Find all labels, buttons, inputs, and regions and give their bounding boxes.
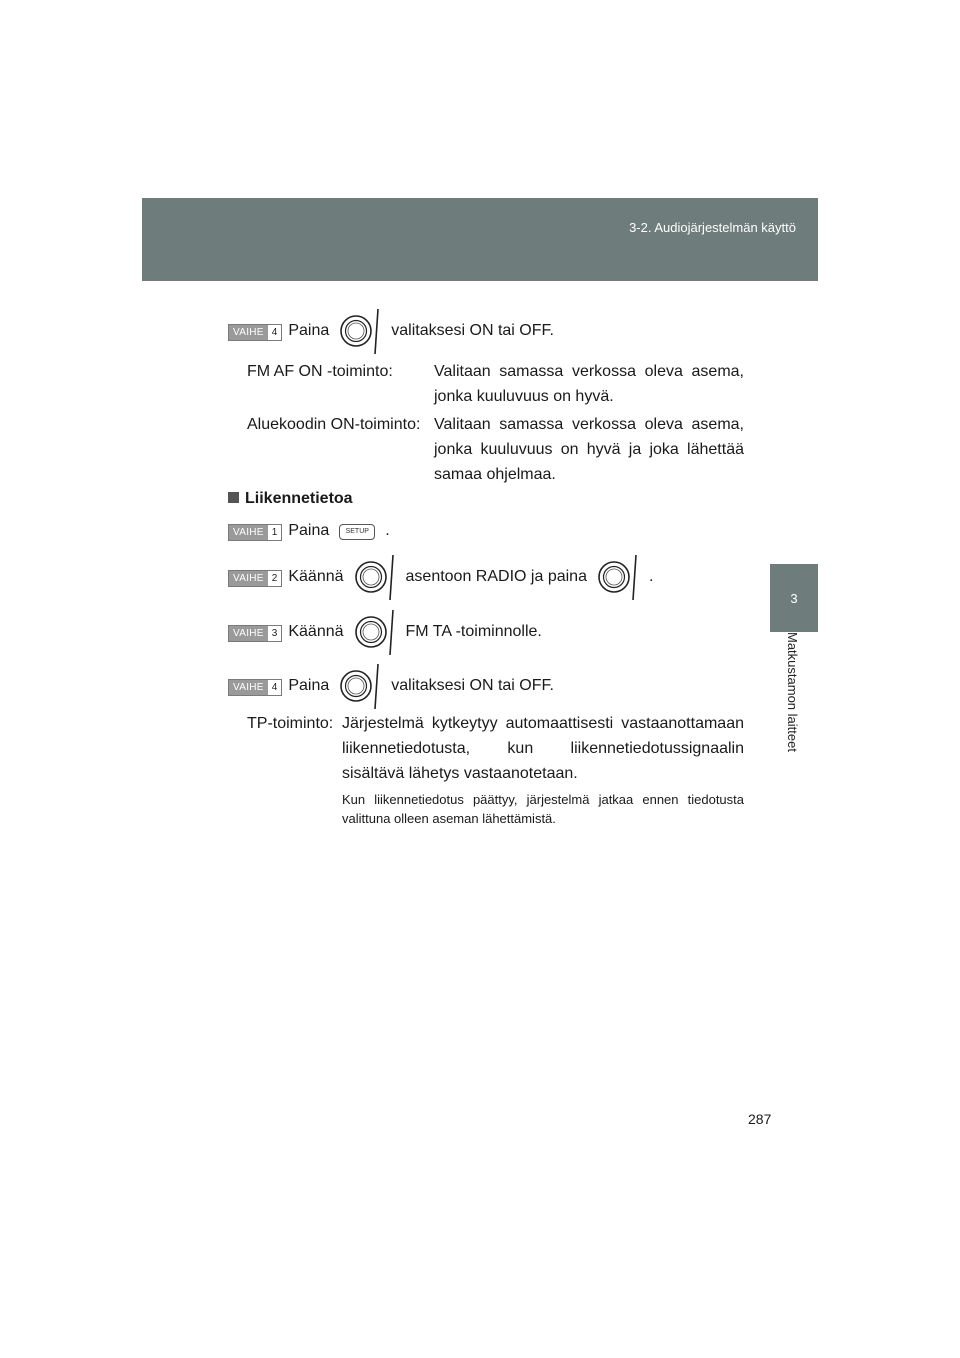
definition-desc: Järjestelmä kytkeytyy automaattisesti vastaanottamaan liikennetiedotusta, kun liikennetiedotussignaalin sisältävä lähetys vastaanotetaan. [342, 715, 744, 782]
tune-knob-icon [337, 661, 383, 711]
step-text-before: Paina [288, 322, 330, 339]
definition-term: Aluekoodin ON-toiminto: [247, 416, 421, 433]
chapter-side-label [785, 632, 814, 782]
step-row [228, 506, 390, 556]
step-text-before: Käännä [288, 568, 344, 585]
step-text-after: . [648, 568, 654, 585]
page-number: 287 [748, 1111, 772, 1127]
section-heading: Liikennetietoa [228, 490, 353, 508]
step-text-after: valitaksesi ON tai OFF. [391, 677, 554, 694]
step-badge: VAIHE 4 [228, 324, 282, 341]
step-text-after: valitaksesi ON tai OFF. [391, 322, 554, 339]
step-badge: VAIHE 3 [228, 625, 282, 642]
definition-term: TP-toiminto: [247, 715, 334, 732]
tune-knob-icon [337, 306, 383, 356]
step-text-after: FM TA -toiminnolle. [405, 623, 542, 640]
chapter-number: 3 [790, 590, 798, 606]
step-badge: VAIHE 4 [228, 679, 282, 696]
chapter-tab [770, 564, 818, 632]
step-row [228, 607, 542, 657]
step-badge: VAIHE 1 [228, 524, 282, 541]
tune-knob-icon [595, 552, 641, 602]
definition-desc: Valitaan samassa verkossa oleva asema, jonka kuuluvuus on hyvä ja joka lähettää samaa ohjelmaa. [434, 416, 744, 483]
step-text-before: Paina [288, 522, 330, 539]
definition-term: FM AF ON -toiminto: [247, 363, 393, 380]
step-row [228, 661, 554, 711]
step-row [228, 552, 653, 602]
setup-button-icon: SETUP [339, 524, 375, 540]
step-text-middle: asentoon RADIO ja paina [405, 568, 587, 585]
section-title: 3-2. Audiojärjestelmän käyttö [629, 220, 796, 235]
square-bullet-icon [228, 492, 239, 503]
step-badge: VAIHE 2 [228, 570, 282, 587]
step-row [228, 306, 554, 356]
tune-knob-icon [352, 552, 398, 602]
chapter-label: Matkustamon laitteet [785, 632, 800, 752]
step-text-before: Käännä [288, 623, 344, 640]
tune-knob-icon [352, 607, 398, 657]
chapter-header [142, 198, 818, 281]
definition-desc: Valitaan samassa verkossa oleva asema, jonka kuuluvuus on hyvä. [434, 363, 744, 405]
step-text-after: . [385, 522, 390, 539]
step-text-before: Paina [288, 677, 330, 694]
note-text: Kun liikennetiedotus päättyy, järjestelmä jatkaa ennen tiedotusta valittuna olleen aseman lähettämistä. [342, 792, 744, 826]
